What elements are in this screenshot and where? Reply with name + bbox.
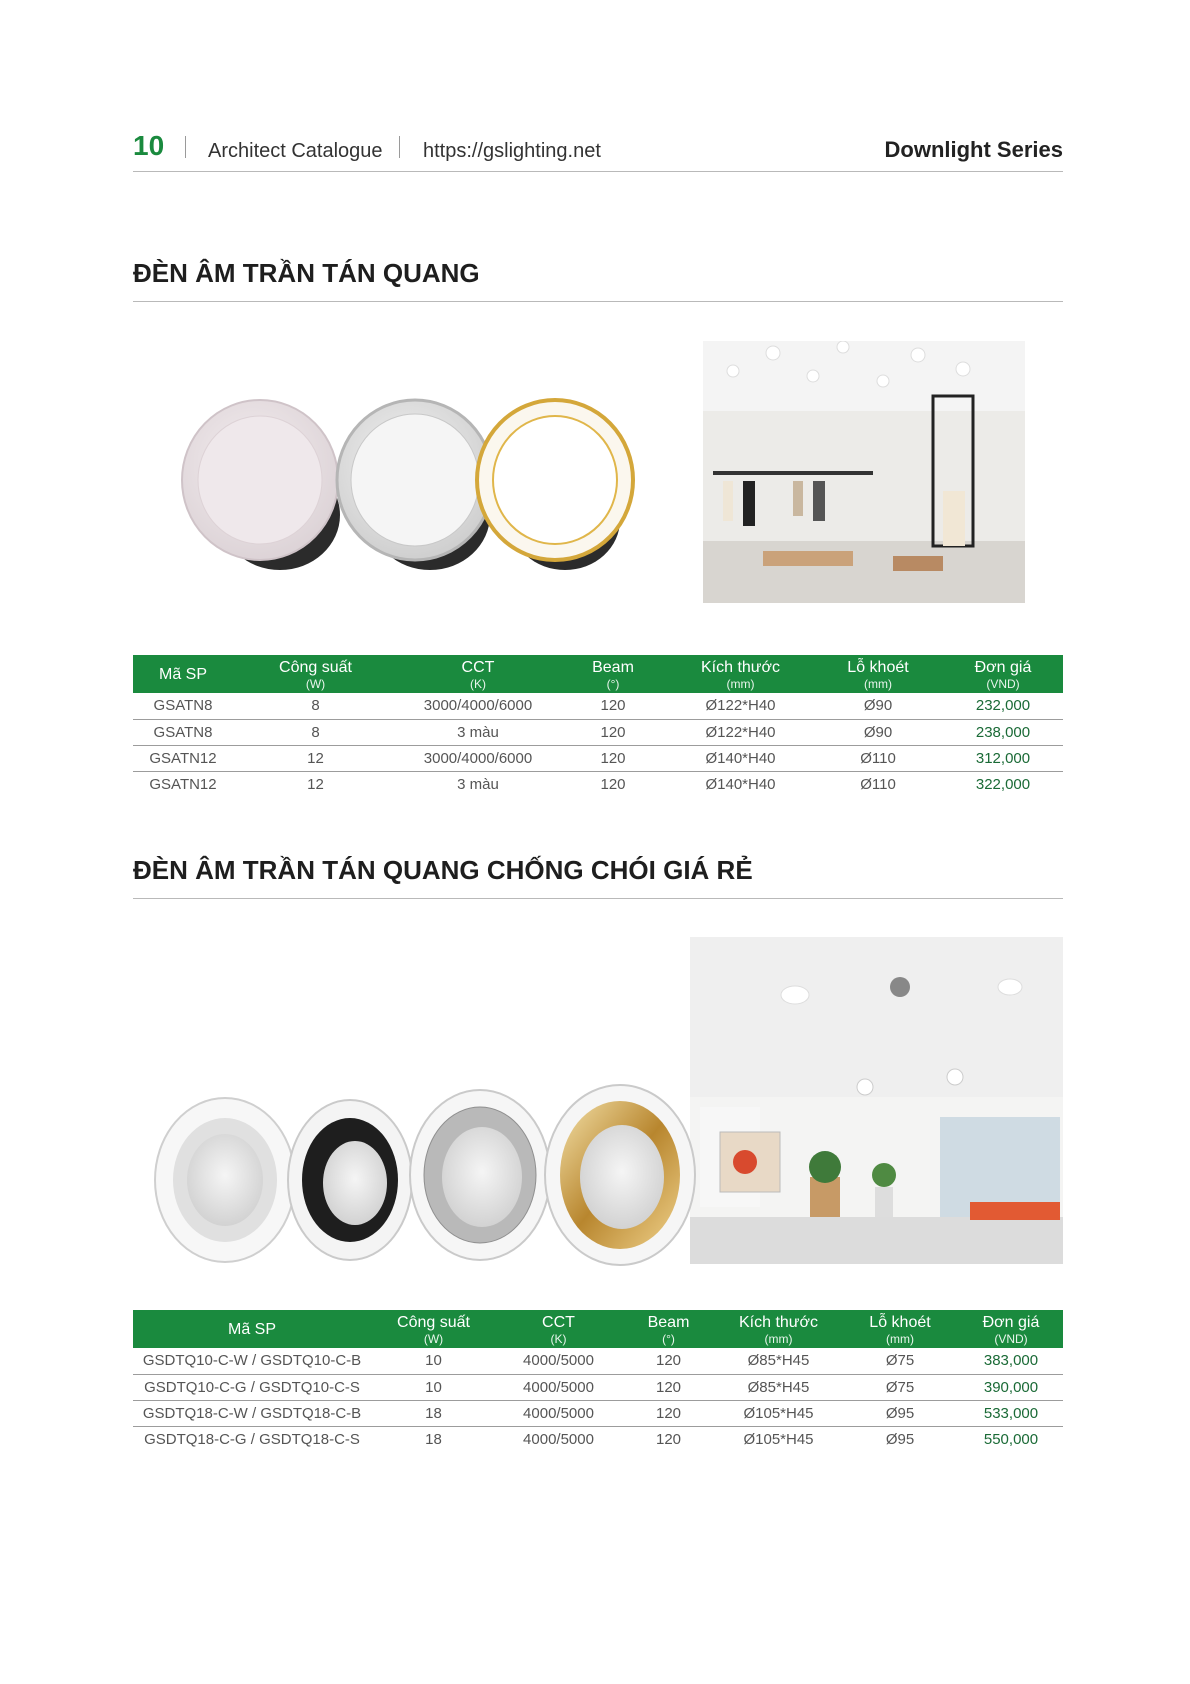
- page-header: [133, 128, 1063, 172]
- col-header: Lỗ khoét (mm): [847, 659, 909, 691]
- cell-power: 10: [371, 1348, 496, 1374]
- col-header: Lỗ khoét (mm): [869, 1314, 931, 1346]
- table-row: [133, 1348, 1063, 1374]
- catalogue-name: Architect Catalogue: [208, 140, 383, 162]
- cell-beam: 120: [558, 719, 668, 745]
- cell-power: 12: [307, 775, 324, 793]
- cell-cct: 4000/5000: [496, 1348, 621, 1374]
- cell-size: Ø140*H40: [668, 745, 813, 771]
- cell-size: Ø85*H45: [716, 1348, 841, 1374]
- col-header: Kích thước (mm): [700, 659, 780, 691]
- table-row: [133, 745, 1063, 771]
- cell-cutout: Ø110: [860, 775, 896, 793]
- col-header: Beam (°): [592, 659, 634, 691]
- series-name: Downlight Series: [884, 137, 1063, 162]
- col-header: CCT (K): [542, 1314, 575, 1346]
- cell-cct: 3000/4000/6000: [398, 693, 558, 719]
- cell-power: 18: [425, 1430, 442, 1448]
- cell-price: 390,000: [959, 1374, 1063, 1400]
- cell-price: 550,000: [983, 1430, 1039, 1448]
- cell-price: 383,000: [959, 1348, 1063, 1374]
- cell-beam: 120: [621, 1348, 716, 1374]
- table-header-row: [133, 655, 1063, 693]
- table-row: [133, 693, 1063, 719]
- cell-code: GSATN12: [133, 745, 233, 771]
- product-image-downlights: [180, 395, 660, 605]
- cell-power: 12: [233, 745, 398, 771]
- cell-code: GSDTQ10-C-G / GSDTQ10-C-S: [133, 1374, 371, 1400]
- col-header: CCT (K): [461, 659, 495, 691]
- col-header: Công suất (W): [279, 659, 352, 691]
- cell-size: Ø105*H45: [743, 1430, 814, 1448]
- table-header-row: [133, 1310, 1063, 1348]
- cell-code: GSDTQ18-C-G / GSDTQ18-C-S: [144, 1430, 360, 1448]
- cell-price: 232,000: [943, 693, 1063, 719]
- cell-beam: 120: [558, 693, 668, 719]
- cell-size: Ø122*H40: [668, 693, 813, 719]
- cell-code: GSDTQ10-C-W / GSDTQ10-C-B: [133, 1348, 371, 1374]
- cell-code: GSDTQ18-C-W / GSDTQ18-C-B: [133, 1400, 371, 1426]
- col-header: Công suất (W): [397, 1314, 470, 1346]
- cell-cutout: Ø110: [813, 745, 943, 771]
- cell-price: 312,000: [943, 745, 1063, 771]
- cell-size: Ø122*H40: [668, 719, 813, 745]
- cell-beam: 120: [621, 1400, 716, 1426]
- header-divider: [399, 136, 400, 158]
- page-number: 10: [133, 130, 165, 161]
- table-row: [133, 1400, 1063, 1426]
- spec-table-1: [133, 655, 1063, 797]
- cell-power: 18: [371, 1400, 496, 1426]
- website-link[interactable]: https://gslighting.net: [423, 140, 601, 162]
- header-divider: [185, 136, 186, 158]
- table-row: [133, 1426, 1063, 1452]
- cell-cutout: Ø95: [885, 1430, 915, 1448]
- cell-beam: 120: [655, 1430, 682, 1448]
- col-header: Đơn giá (VND): [974, 659, 1032, 691]
- cell-cct: 4000/5000: [496, 1400, 621, 1426]
- cell-beam: 120: [621, 1374, 716, 1400]
- col-header: Mã SP: [227, 1321, 276, 1338]
- table-row: [133, 719, 1063, 745]
- product-image-antiglare-downlights: [150, 1075, 710, 1280]
- cell-cutout: Ø90: [813, 719, 943, 745]
- cell-price: 533,000: [959, 1400, 1063, 1426]
- cell-size: Ø105*H45: [716, 1400, 841, 1426]
- cell-power: 8: [233, 719, 398, 745]
- cell-price: 322,000: [975, 775, 1031, 793]
- cell-beam: 120: [558, 745, 668, 771]
- cell-cutout: Ø75: [841, 1348, 959, 1374]
- cell-cct: 4000/5000: [523, 1430, 594, 1448]
- cell-cutout: Ø75: [841, 1374, 959, 1400]
- spec-table-2: [133, 1310, 1063, 1452]
- cell-code: GSATN8: [133, 719, 233, 745]
- cell-cutout: Ø95: [841, 1400, 959, 1426]
- cell-cct: 3 màu: [398, 719, 558, 745]
- cell-code: GSATN12: [149, 775, 217, 793]
- col-header: Kích thước (mm): [738, 1314, 818, 1346]
- section-title-1: ĐÈN ÂM TRẦN TÁN QUANG: [133, 258, 1063, 302]
- table-row: [133, 771, 1063, 797]
- col-header: Beam (°): [647, 1314, 690, 1346]
- col-header: Đơn giá (VND): [982, 1314, 1040, 1346]
- cell-beam: 120: [600, 775, 626, 793]
- cell-cct: 4000/5000: [496, 1374, 621, 1400]
- col-header: Mã SP: [158, 666, 207, 683]
- table-row: [133, 1374, 1063, 1400]
- cell-power: 8: [233, 693, 398, 719]
- cell-size: Ø85*H45: [716, 1374, 841, 1400]
- office-lobby-photo: [690, 937, 1063, 1264]
- cell-cct: 3 màu: [457, 775, 499, 793]
- section-title-2: ĐÈN ÂM TRẦN TÁN QUANG CHỐNG CHÓI GIÁ RẺ: [133, 855, 1063, 899]
- cell-price: 238,000: [943, 719, 1063, 745]
- cell-cutout: Ø90: [813, 693, 943, 719]
- downlight-white: [155, 1098, 295, 1262]
- cell-code: GSATN8: [133, 693, 233, 719]
- cell-cct: 3000/4000/6000: [398, 745, 558, 771]
- store-interior-photo: [703, 341, 1025, 603]
- cell-power: 10: [371, 1374, 496, 1400]
- cell-size: Ø140*H40: [705, 775, 776, 793]
